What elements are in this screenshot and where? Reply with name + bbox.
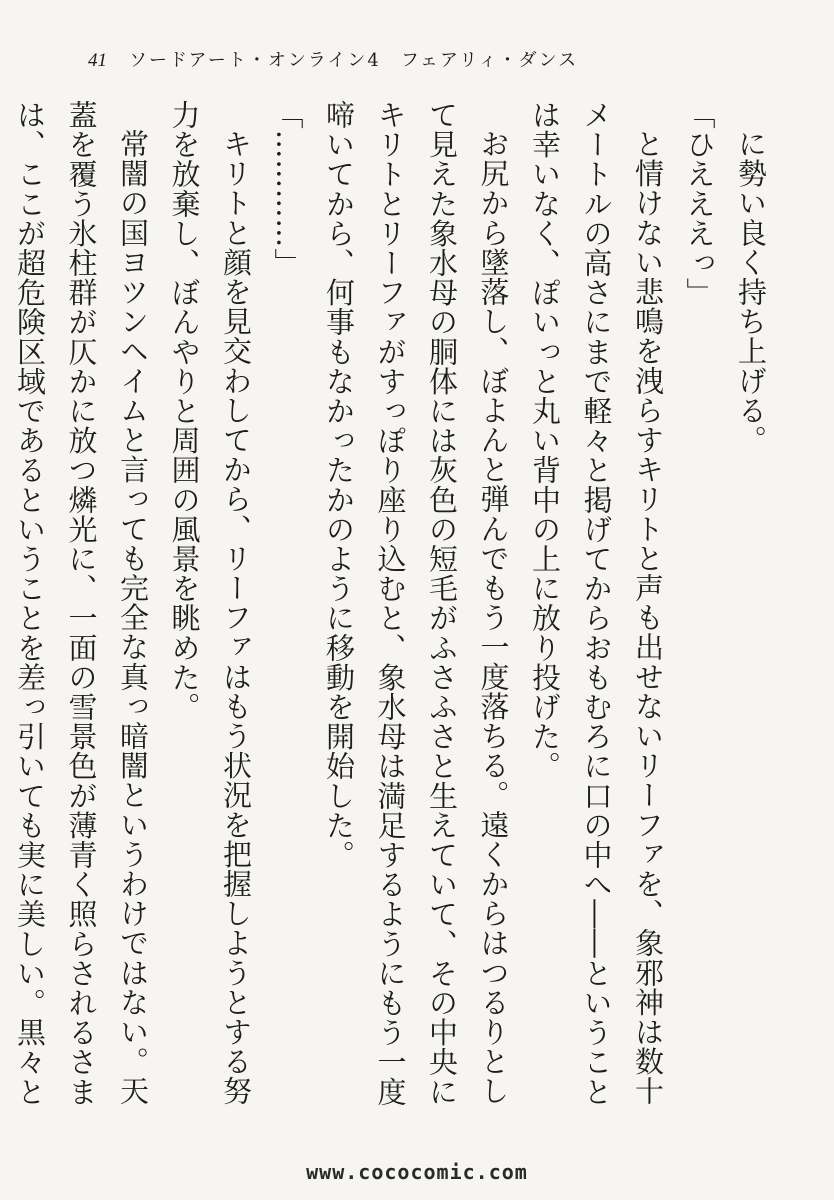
paragraph: キリトと顔を見交わしてから、リーファはもう状況を把握しようとする努力を放棄し、ぼんやりと周囲の風景を眺めた。 (167, 100, 253, 1106)
paragraph: お尻から墜落し、ぼよんと弾んでもう一度落ちる。遠くからはつるりとして見えた象水母の胴体には灰色の短毛がふさふさと生えていて、その中央にキリトとリーファがすっぽり座り込むと、象水母は満足するようにもう一度啼いてから、何事もなかったかのように移動を開始した。 (322, 100, 511, 1107)
paragraph: 常闇の国ヨツンヘイムと言っても完全な真っ暗闇というわけではない。天蓋を覆う氷柱群が仄かに放つ燐光に、一面の雪景色が薄青く照らされるさまは、ここが超危険区域であるということを差っ引いても実に美しい。黒々と (13, 100, 150, 1107)
page-header (88, 46, 578, 76)
body-text (13, 100, 776, 1130)
paragraph: と情けない悲鳴を洩らすキリトと声も出せないリーファを、象邪神は数十メートルの高さにまで軽々と掲げてからおもむろに口の中へ――ということは幸いなく、ぽいっと丸い背中の上に放り投げた。 (528, 100, 665, 1107)
dialogue-line: 「…………」 (270, 100, 305, 278)
page-number: 41 (88, 50, 107, 71)
watermark-url: www.cococomic.com (306, 1160, 528, 1184)
paragraph: に勢い良く持ち上げる。 (734, 129, 768, 455)
running-title: ソードアート・オンライン4 フェアリィ・ダンス (129, 50, 579, 71)
dialogue-line: 「ひえええっ」 (682, 100, 717, 308)
